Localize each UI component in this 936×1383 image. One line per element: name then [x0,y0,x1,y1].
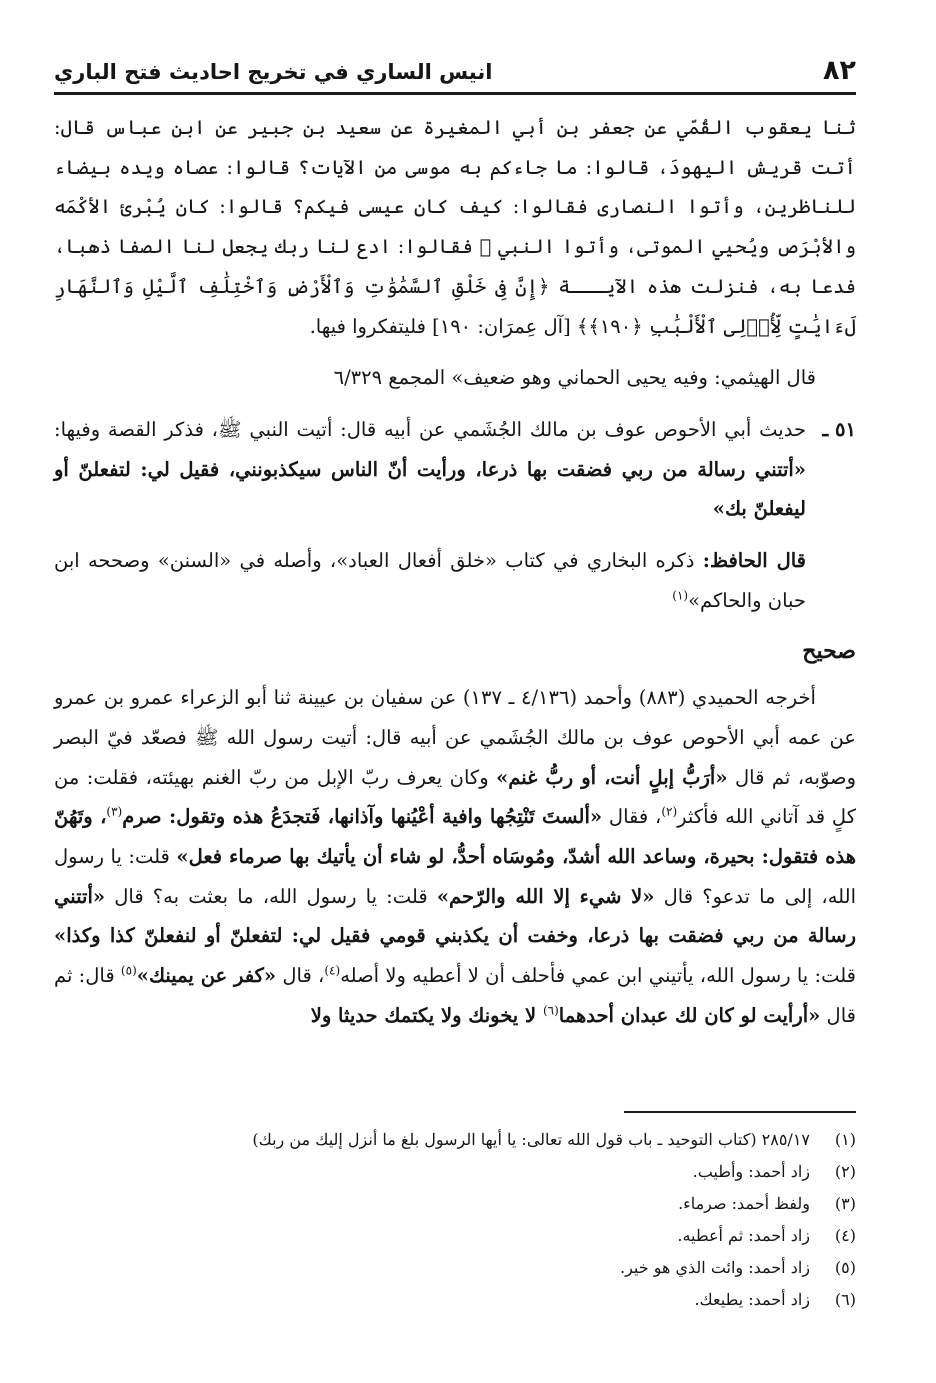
takhrij-bold-1: «أرَبُّ إبلٍ أنت، أو ربُّ غنم» [496,765,728,789]
takhrij-bold-6: «كفر عن يمينك» [136,964,277,988]
footnote-text: ولفظ أحمد: صرماء. [678,1194,810,1213]
takhrij-text-1: أخرجه الحميدي (٨٨٣) وأحمد (٤/١٣٦ ـ ١٣٧) عن سفيان بن عيينة ثنا أبو الزعراء عمرو بن عمرو عن عمه أبي الأحوص عوف بن مالك الجُشَمي عن أبيه قال: أتيت رسول الله ﷺ فصعّد فيّ البصر وصوّبه، ثم قال [54,686,856,789]
footnote-item [54,1252,856,1284]
footnote-item [54,1284,856,1316]
footnote-text: زاد أحمد: وائت الذي هو خير. [619,1258,810,1277]
takhrij-bold-4: «لا شيء إلا الله والرّحم» [436,884,655,908]
footnote-number: (٥) [834,1258,856,1277]
hafiz-comment [54,541,856,620]
footnote-item [54,1188,856,1220]
footnote-item [54,1124,856,1156]
takhrij-bold-2: «ألستَ تَنْتِجُها وافية أعْيُنها وآذانها، فَتجدَعُ هذه وتقول: صرم [122,805,603,829]
footnote-text: زاد أحمد: وأطيب. [692,1162,810,1181]
takhrij-text-8: قال: ثم قال [54,964,856,1027]
footnote-text: زاد أحمد: يطيعك. [694,1290,810,1309]
footnote-number: (٤) [834,1226,856,1245]
footnote-number: (٣) [834,1194,856,1213]
footnote-number: (٢) [834,1162,856,1181]
takhrij-paragraph [54,678,856,1035]
takhrij-text-7: ، قال [276,964,325,988]
haythami-note: قال الهيثمي: وفيه يحيى الحماني وهو ضعيف» المجمع ٦/٣٢٩ [333,366,816,390]
narration-paragraph: ثنا يعقوب القُمّي عن جعفر بن أبي المغيرة عن سعيد بن جبير عن ابن عباس قال: أتت قريش اليهودَ، قالوا: ما جاءكم به موسى من الآيات؟ قالوا: عصاه ويده بيضاء للناظرين، وأتوا النصارى فقالوا: كيف كان عيسى فيكم؟ قالوا: كان يُبْرئ الأكْمَه والأبْرَص ويُحيي الموتى، وأتوا النبي ﷺ فقالوا: ادع لنا ربك يجعل لنا الصفا ذهبا، فدعا به، فنزلت هذه الآيـــة ﴿إِنَّ فِى خَلْقِ ٱلسَّمَٰوَٰتِ وَٱلْأَرْضِ وَٱخْتِلَٰفِ ٱلَّيْلِ وَٱلنَّهَارِ لَءَايَٰتٍ لِّأُو۟لِى ٱلْأَلْبَٰبِ ﴿١٩٠﴾﴾ [آل عِمرَان: ١٩٠] فليتفكروا فيها. [54,116,856,338]
footnote-ref: (٢) [661,804,678,819]
footnote-number: (١) [834,1130,856,1149]
footnote-ref: (٤) [324,963,341,978]
page-number: ٨٢ [823,55,856,86]
footnote-ref: (١) [672,588,689,603]
footnote-ref: (٥) [120,963,137,978]
hadith-quote: «أتتني رسالة من ربي فضقت بها ذرعا، ورأيت أنّ الناس سيكذبونني، فقيل لي: لتفعلنّ أو ليفعلنّ بك» [54,457,806,521]
footnote-item [54,1220,856,1252]
footnote-ref: (٦) [542,1003,559,1018]
takhrij-text-5: قلت: يا رسول الله، ما بعثت به؟ قال [105,884,437,908]
takhrij-text-6: قلت: يا رسول الله، يأتيني ابن عمي فأحلف أن لا أعطيه ولا أصله [340,964,856,988]
takhrij-bold-8: لا يخونك ولا يكتمك حديثا ولا [310,1003,543,1027]
hafiz-label: قال الحافظ: [702,549,807,573]
hadith-number: ٥١ ـ [822,417,856,441]
hadith-text [54,410,806,529]
footnote-number: (٦) [834,1290,856,1309]
hafiz-text: ذكره البخاري في كتاب «خلق أفعال العباد»، وأصله في «السنن» وصححه ابن حبان والحاكم» [54,549,806,612]
footnote-text: زاد أحمد: ثم أعطيه. [677,1226,810,1245]
footnote-separator [624,1111,856,1113]
takhrij-bold-5: «أتتني رسالة من ربي فضقت بها ذرعا، وخفت أن يكذبني قومي فقيل لي: لتفعلنّ أو لنفعلنّ كذا وكذا» [54,884,856,948]
takhrij-bold-3: ، وتَهُنّ هذه فتقول: بحيرة، وساعد الله أشدّ، ومُوسَاه أحدُّ، لو شاء أن يأتيك بها صرماء فعل» [54,805,856,868]
grade-heading: صحيح [802,638,856,665]
running-title: انيس الساري في تخريج احاديث فتح الباري [54,60,493,84]
takhrij-text-4: قلت: يا رسول الله، إلى ما تدعو؟ قال [54,844,856,908]
main-text [54,108,856,1035]
takhrij-bold-7: «أرأيت لو كان لك عبدان أحدهما [558,1003,821,1027]
takhrij-text-3: ، فقال [602,805,662,829]
footnote-ref: (٣) [106,804,123,819]
footnotes [54,1124,856,1316]
footnote-item [54,1156,856,1188]
footnote-text: ٢٨٥/١٧ (كتاب التوحيد ـ باب قول الله تعالى: يا أيها الرسول بلغ ما أنزل إليك من ربك) [252,1130,810,1149]
hadith-intro: حديث أبي الأحوص عوف بن مالك الجُشَمي عن أبيه قال: أتيت النبي ﷺ، فذكر القصة وفيها: [54,417,806,441]
page-header [54,40,856,95]
hadith-entry [54,410,856,529]
takhrij-text-2: وكان يعرف ربّ الإبل من ربّ الغنم بهيئته، فقلت: من كلٍ قد آتاني الله فأكثر [54,765,856,829]
